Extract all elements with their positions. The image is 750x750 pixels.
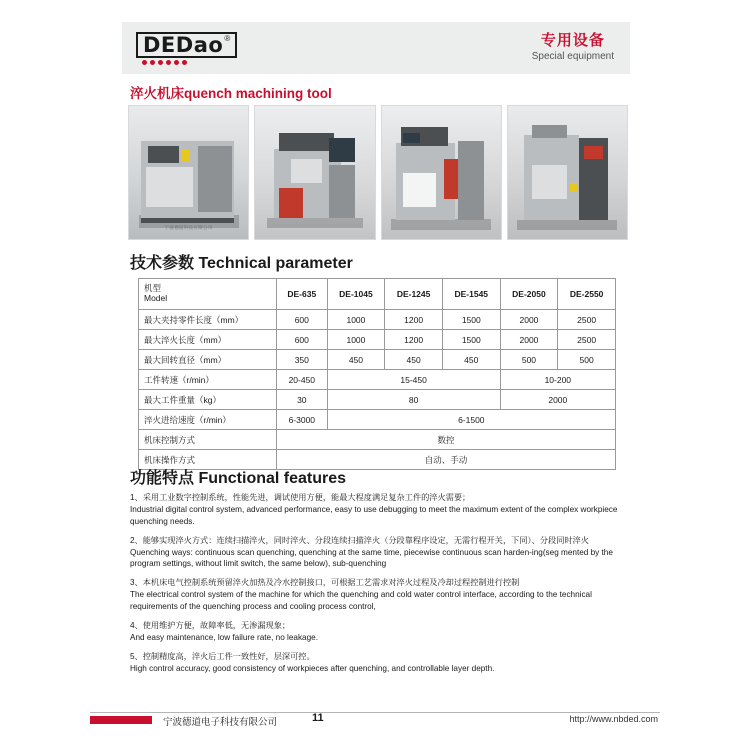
header-badge-en: Special equipment [531, 51, 614, 63]
feature-item [130, 620, 622, 644]
photo-caption-1: 宁波德道科技有限公司 [164, 225, 213, 230]
table-cell: 6-3000 [277, 410, 328, 430]
table-header-row [139, 279, 616, 310]
feature-text-cn: 2、能够实现淬火方式：连续扫描淬火，同时淬火、分段连续扫描淬火（分段靠程序设定，无需行程开关，下同）、分段同时淬火 [130, 535, 589, 545]
registered-mark-icon: ® [224, 33, 231, 43]
table-row [139, 310, 616, 330]
logo-box [136, 32, 237, 58]
feature-item [130, 492, 622, 528]
table-cell: 450 [442, 350, 500, 370]
feature-text-en: The electrical control system of the machine for which the quenching and cold water control interface, according to the technical requirements of the quenching process and cooling process control, [130, 590, 592, 612]
table-cell: 2000 [500, 330, 558, 350]
table-cell: 500 [558, 350, 616, 370]
table-cell: 15-450 [327, 370, 500, 390]
table-header-cell: DE-1045 [327, 279, 385, 310]
product-photo-2 [254, 105, 375, 240]
table-cell: 自动、手动 [277, 450, 616, 470]
brand-logo [122, 32, 237, 65]
table-cell: 6-1500 [327, 410, 615, 430]
table-cell: 1200 [385, 330, 443, 350]
table-cell: 1500 [442, 310, 500, 330]
feature-text-cn: 4、使用维护方便，故障率低，无渗漏现象； [130, 621, 291, 631]
logo-text: DEDao [143, 32, 224, 57]
table-cell: 10-200 [500, 370, 615, 390]
table-row-label: 最大淬火长度（mm） [139, 330, 277, 350]
table-cell: 2500 [558, 330, 616, 350]
table-row-label: 机床操作方式 [139, 450, 277, 470]
table-row [139, 330, 616, 350]
feature-text-cn: 5、控制精度高，淬火后工件一致性好，层深可控。 [130, 651, 315, 661]
table-row-label: 工件转速（r/min） [139, 370, 277, 390]
table-row-label: 淬火进给速度（r/min） [139, 410, 277, 430]
table-cell: 2500 [558, 310, 616, 330]
table-row-label: 机床控制方式 [139, 430, 277, 450]
functional-features-title: 功能特点 Functional features [130, 470, 347, 487]
table-row [139, 390, 616, 410]
footer-url: http://www.nbded.com [569, 714, 658, 724]
table-cell: 数控 [277, 430, 616, 450]
logo-dots-icon [136, 60, 187, 65]
product-photo-4 [507, 105, 628, 240]
page-header [122, 22, 630, 74]
header-badge [532, 32, 630, 63]
table-cell: 600 [277, 330, 328, 350]
footer-accent-bar [90, 716, 152, 724]
table-row-label: 最大夹持零件长度（mm） [139, 310, 277, 330]
feature-text-cn: 1、采用工业数字控制系统，性能先进，调试使用方便，能最大程度满足复杂工件的淬火需要； [130, 493, 471, 502]
table-row-label: 最大工件重量（kg） [139, 390, 277, 410]
table-cell: 1000 [327, 310, 385, 330]
feature-item [130, 577, 622, 613]
table-cell: 2000 [500, 310, 558, 330]
footer-company: 宁波德道电子科技有限公司 [163, 717, 278, 728]
table-header-cell: DE-1545 [442, 279, 500, 310]
spec-table [138, 278, 616, 470]
table-cell: 20-450 [277, 370, 328, 390]
table-cell: 350 [277, 350, 328, 370]
functional-features-body [130, 492, 622, 682]
spec-table-wrap [138, 278, 616, 470]
product-photo-row [128, 105, 628, 240]
table-header-cell: DE-1245 [385, 279, 443, 310]
feature-item [130, 651, 622, 675]
feature-text-en: Industrial digital control system, advanced performance, easy to use debugging to meet the maximum extent of the complex workpiece quenching needs. [130, 504, 618, 526]
header-badge-cn: 专用设备 [540, 32, 605, 50]
table-cell: 30 [277, 390, 328, 410]
table-cell: 1200 [385, 310, 443, 330]
table-cell: 450 [385, 350, 443, 370]
feature-item [130, 535, 622, 571]
table-row [139, 430, 616, 450]
feature-text-cn: 3、本机床电气控制系统预留淬火加热及冷水控制接口，可根据工艺需求对淬火过程及冷却过程控制进行控制 [130, 578, 520, 588]
product-title: 淬火机床quench machining tool [130, 86, 332, 101]
table-cell: 80 [327, 390, 500, 410]
product-photo-3 [381, 105, 502, 240]
page-number: 11 [312, 712, 324, 724]
table-row [139, 410, 616, 430]
footer-divider [90, 712, 660, 713]
table-cell: 1500 [442, 330, 500, 350]
tech-parameter-title: 技术参数 Technical parameter [130, 255, 353, 272]
feature-text-en: And easy maintenance, low failure rate, no leakage. [130, 632, 318, 642]
table-cell: 600 [277, 310, 328, 330]
table-row [139, 370, 616, 390]
table-header-cell: DE-2050 [500, 279, 558, 310]
table-header-model: 机型 Model [139, 279, 277, 310]
table-row [139, 350, 616, 370]
table-header-cell: DE-2550 [558, 279, 616, 310]
table-cell: 500 [500, 350, 558, 370]
table-row-label: 最大回转直径（mm） [139, 350, 277, 370]
feature-text-en: Quenching ways: continuous scan quenching, quenching at the same time, piecewise continuous scan harden-ing(seg mented by the program settings, without limit switch, the same below), sub-quenching [130, 547, 613, 569]
feature-text-en: High control accuracy, good consistency of workpieces after quenching, and controllable layer depth. [130, 663, 495, 673]
table-cell: 1000 [327, 330, 385, 350]
table-cell: 2000 [500, 390, 615, 410]
product-photo-1 [128, 105, 249, 240]
table-header-cell: DE-635 [277, 279, 328, 310]
table-cell: 450 [327, 350, 385, 370]
